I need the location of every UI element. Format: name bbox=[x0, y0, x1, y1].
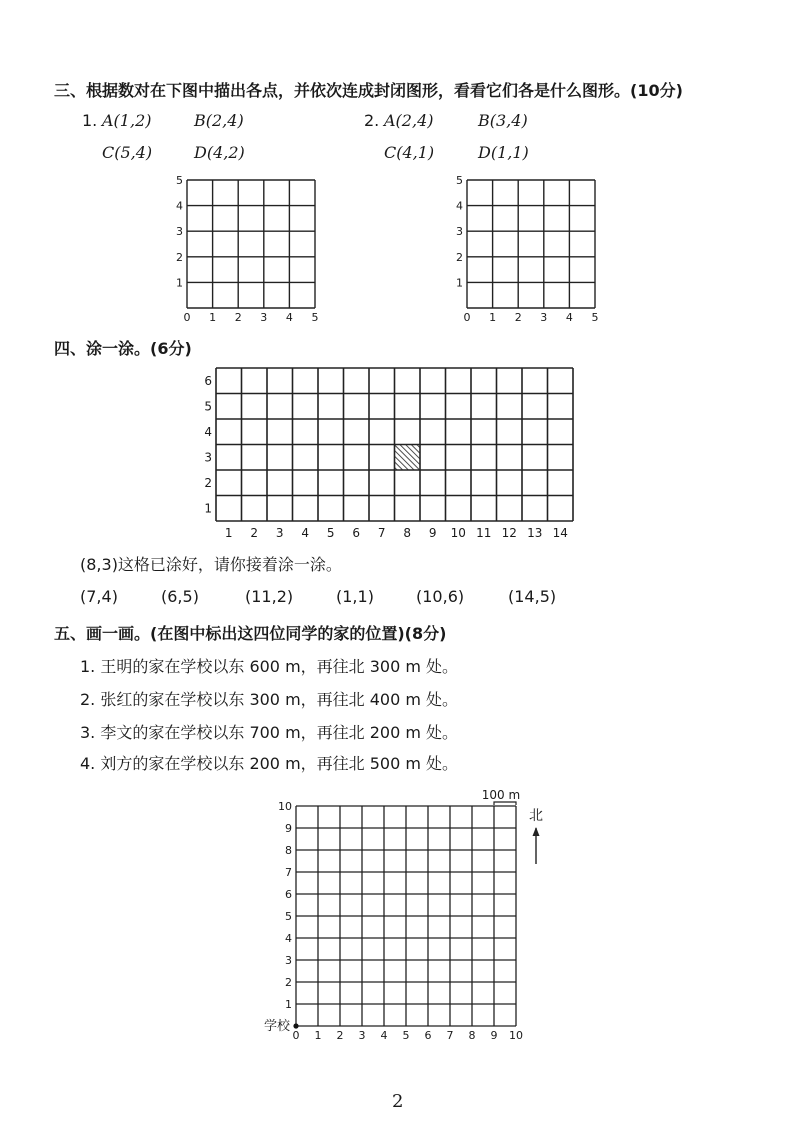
grid3-x-tick: 13 bbox=[527, 526, 543, 540]
grid4-x-tick: 3 bbox=[358, 1029, 366, 1042]
section5-item-1: 1. 王明的家在学校以东 600 m，再往北 300 m 处。 bbox=[80, 657, 459, 676]
grid2-y-tick: 2 bbox=[456, 250, 463, 264]
grid3-x-tick: 10 bbox=[450, 526, 466, 540]
section5-title: 五、画一画。(在图中标出这四位同学的家的位置)(8分) bbox=[54, 624, 447, 643]
grid2-x-tick: 0 bbox=[463, 311, 471, 324]
problem2-point-b: B(3,4) bbox=[478, 111, 528, 130]
grid2-y-tick: 3 bbox=[456, 225, 463, 239]
grid3-x-tick: 5 bbox=[326, 526, 335, 540]
grid4-x-tick: 8 bbox=[468, 1029, 476, 1042]
grid4-x-tick: 5 bbox=[402, 1029, 410, 1042]
problem1-number: 1. bbox=[82, 111, 98, 130]
pair-1: (7,4) bbox=[80, 587, 118, 606]
grid4-x-tick: 10 bbox=[509, 1029, 523, 1042]
grid1-y-tick: 1 bbox=[176, 276, 183, 290]
grid2-x-tick: 4 bbox=[565, 311, 573, 324]
grid4-y-tick: 2 bbox=[285, 976, 292, 989]
grid3-x-tick: 7 bbox=[377, 526, 386, 540]
grid4-x-tick: 1 bbox=[314, 1029, 322, 1042]
shaded-cell bbox=[395, 445, 421, 471]
grid3-y-tick: 4 bbox=[204, 424, 212, 439]
grid4-y-tick: 9 bbox=[285, 822, 292, 835]
grid3-x-tick: 9 bbox=[428, 526, 437, 540]
grid3-x-tick: 11 bbox=[476, 526, 492, 540]
north-label: 北 bbox=[529, 808, 543, 824]
pair-6: (14,5) bbox=[508, 587, 557, 606]
grid3-y-tick: 2 bbox=[204, 475, 212, 490]
grid1-y-tick: 4 bbox=[176, 199, 183, 213]
grid4-x-tick: 7 bbox=[446, 1029, 454, 1042]
grid4-y-tick: 10 bbox=[278, 800, 292, 813]
grid1-x-tick: 4 bbox=[285, 311, 293, 324]
section5-item-3: 3. 李文的家在学校以东 700 m，再往北 200 m 处。 bbox=[80, 723, 459, 742]
north-arrow-icon bbox=[533, 827, 540, 836]
grid1-x-tick: 0 bbox=[183, 311, 191, 324]
section5-item-4: 4. 刘方的家在学校以东 200 m，再往北 500 m 处。 bbox=[80, 754, 459, 773]
grid2-y-tick: 5 bbox=[456, 174, 463, 187]
pair-4: (1,1) bbox=[336, 587, 374, 606]
grid1-x-tick: 5 bbox=[311, 311, 319, 324]
grid3-y-tick: 3 bbox=[204, 450, 212, 465]
grid4-y-tick: 8 bbox=[285, 844, 292, 857]
problem2-point-a: A(2,4) bbox=[384, 111, 434, 130]
grid3-x-tick: 14 bbox=[552, 526, 568, 540]
section5-item-2: 2. 张红的家在学校以东 300 m，再往北 400 m 处。 bbox=[80, 690, 459, 709]
grid4-y-tick: 3 bbox=[285, 954, 292, 967]
grid4-x-tick: 9 bbox=[490, 1029, 498, 1042]
section4-title: 四、涂一涂。(6分) bbox=[54, 339, 192, 358]
grid1-y-tick: 5 bbox=[176, 174, 183, 187]
grid1-x-tick: 2 bbox=[234, 311, 242, 324]
scale-bar bbox=[494, 802, 516, 805]
grid3-x-tick: 4 bbox=[301, 526, 310, 540]
problem2-number: 2. bbox=[364, 111, 380, 130]
grid4-x-tick: 0 bbox=[292, 1029, 300, 1042]
grid2-y-tick: 1 bbox=[456, 276, 463, 290]
problem1-point-d: D(4,2) bbox=[194, 143, 245, 162]
grid1-x-tick: 3 bbox=[260, 311, 268, 324]
grid4-y-tick: 1 bbox=[285, 998, 292, 1011]
problem1-point-c: C(5,4) bbox=[102, 143, 153, 162]
school-dot bbox=[293, 1023, 298, 1028]
grid2-x-tick: 1 bbox=[489, 311, 497, 324]
grid3-x-tick: 8 bbox=[403, 526, 412, 540]
problem1-point-a: A(1,2) bbox=[102, 111, 152, 130]
grid2-x-tick: 2 bbox=[514, 311, 522, 324]
grid3-y-tick: 1 bbox=[204, 501, 212, 516]
grid4-y-tick: 7 bbox=[285, 866, 292, 879]
school-label: 学校 bbox=[263, 1019, 290, 1034]
grid4-y-tick: 4 bbox=[285, 932, 292, 945]
grid1-y-tick: 3 bbox=[176, 225, 183, 239]
grid4-x-tick: 2 bbox=[336, 1029, 344, 1042]
problem2-point-d: D(1,1) bbox=[478, 143, 529, 162]
pair-5: (10,6) bbox=[416, 587, 465, 606]
grid3-x-tick: 1 bbox=[224, 526, 233, 540]
grid4-x-tick: 4 bbox=[380, 1029, 388, 1042]
grid3-x-tick: 2 bbox=[250, 526, 259, 540]
grid3-x-tick: 3 bbox=[275, 526, 284, 540]
pair-3: (11,2) bbox=[245, 587, 294, 606]
grid3-x-tick: 6 bbox=[352, 526, 361, 540]
grid1-x-tick: 1 bbox=[209, 311, 217, 324]
scale-label: 100 m bbox=[481, 788, 521, 802]
grid3-x-tick: 12 bbox=[501, 526, 517, 540]
pair-2: (6,5) bbox=[161, 587, 199, 606]
problem1-point-b: B(2,4) bbox=[194, 111, 244, 130]
grid1-y-tick: 2 bbox=[176, 250, 183, 264]
section4-instruction: (8,3)这格已涂好，请你接着涂一涂。 bbox=[80, 555, 342, 574]
page-number: 2 bbox=[392, 1091, 404, 1112]
grid3-y-tick: 6 bbox=[204, 373, 212, 388]
grid4-x-tick: 6 bbox=[424, 1029, 432, 1042]
grid2-y-tick: 4 bbox=[456, 199, 463, 213]
grid4-y-tick: 6 bbox=[285, 888, 292, 901]
section3-title: 三、根据数对在下图中描出各点，并依次连成封闭图形，看看它们各是什么图形。(10分) bbox=[54, 81, 683, 100]
grid4-y-tick: 5 bbox=[285, 910, 292, 923]
grid2-x-tick: 3 bbox=[540, 311, 548, 324]
problem2-point-c: C(4,1) bbox=[384, 143, 435, 162]
grid3-y-tick: 5 bbox=[204, 399, 212, 414]
grid2-x-tick: 5 bbox=[591, 311, 599, 324]
